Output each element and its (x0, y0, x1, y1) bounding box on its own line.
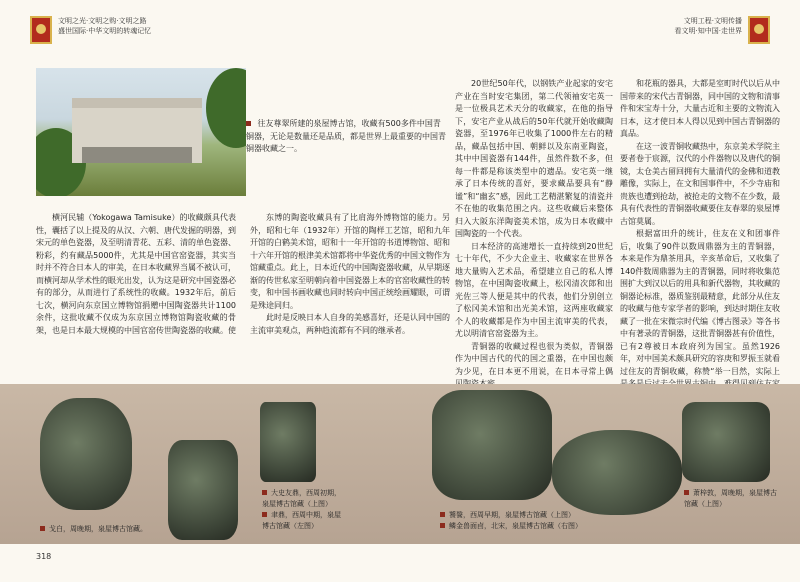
caption-marker-icon (440, 512, 445, 517)
text-column-4 (620, 78, 780, 403)
header-right (610, 16, 770, 44)
caption-marker-icon (40, 526, 45, 531)
paragraph: 日本经济的高速增长一直持续到20世纪七十年代，不少大企业主、收藏家在世界各地大量购入艺术品，希望建立自己的私人博物馆，在中国陶瓷收藏上，松冈清次郎和出光佐三等人便是其中的代表，他们分别创立了松冈美术馆和出光美术馆，这两座收藏家个人的收藏都是作为中国主流审美的代表，尤以明清官窑瓷器为主。 (455, 241, 613, 338)
header-left-line1: 文明之光·文明之购·文明之路 (58, 17, 147, 25)
header-left (30, 16, 190, 44)
caption-4: 饕餮，西周早期，泉屋博古馆藏（上图） (449, 511, 575, 519)
paragraph: 和花瓶的器具，大都是室町时代以后从中国带来的宋代古青铜器，同中国的文物和清事件和宋宝寿十分，大量古近和主要的文物流入日本，这才使日本人得以见到中国古青铜器的真品。 (620, 79, 780, 138)
photo-caption: 往友尊翠所建的泉屋博古馆，收藏有500多件中国青铜器，无论是数量还是品质，都是世界上最重要的中国青铜器收藏之一。 (246, 119, 446, 153)
bronze-vessel-image (432, 390, 552, 500)
emblem-icon (30, 16, 52, 44)
caption-5: 鳞金兽面卣，北宋，泉屋博古馆藏（右图） (449, 522, 582, 530)
header-right-line1: 文明工程·文明传播 (683, 17, 742, 25)
paragraph: 此时是反映日本人自身的美感喜好，还是认同中国的主流审美观点，两种趋流都有不同的继承者。 (250, 313, 450, 335)
caption-marker-icon (684, 490, 689, 495)
building (72, 98, 202, 163)
bronze-tripod-image (260, 402, 316, 482)
paragraph: 东博的陶瓷收藏具有了比肩海外博物馆的能力。另外，昭和七年（1932年）开馆的陶样工艺馆，昭和九年开馆的白鹤美术馆，昭和十一年开馆的书道博物馆、昭和十六年开馆的根津美术馆都将中华瓷优秀的中国文物作为馆藏重点。此上，日本近代的中国陶瓷器收藏，从早期逐渐的传世私家至明朝向着中国瓷器上本的官窑收藏性的转变，和中国书画收藏也同时转向中国正统绘画耀眼，可谓是殊途同归。 (250, 213, 450, 310)
caption-marker-icon (246, 121, 251, 126)
caption-6: 萧梓敦，周晚期，泉屋博古馆藏（上图） (684, 489, 777, 508)
header-left-line2: 盛世国际·中华文明的转魂记忆 (58, 27, 152, 35)
caption-2: 大史友鼎，西周初期，泉屋博古馆藏（上图） (262, 489, 341, 508)
header-right-line2: 看文明·知中国·走世界 (674, 27, 742, 35)
caption-marker-icon (440, 523, 445, 528)
caption-3: 聿鼎，西周中期，泉屋博古馆藏（左图） (262, 511, 341, 530)
bronze-bell-image (168, 440, 238, 540)
seal-icon (748, 16, 770, 44)
photo-caption-box (246, 118, 446, 198)
tree-icon (206, 68, 246, 148)
caption-marker-icon (262, 490, 267, 495)
bronze-animal-image (552, 430, 682, 515)
paragraph: 20世纪50年代，以钢铁产业起家的安宅产业在当时安宅集团，第二代领袖安宅英一是一位极具艺术天分的收藏家，在他的指导下，安宅产业从战后的50年代就开始收藏陶瓷器，至1976年已收集了1000件左右的精品，藏品包括中国、朝鲜以及东南亚陶瓷，其中中国瓷器有144件，虽然件数不多，但每一件都是称该类型中的遗品。安宅英一继承了日本传统的喜好，要求藏品要具有“静谧”和“幽玄”感，因此工艺精湛繁复的清瓷并不在他的收集范围之内。这些收藏后来整体归入大阪东洋陶瓷美术馆，成为日本收藏中国陶瓷的一个代表。 (455, 79, 613, 238)
caption-1: 戈白，周晚期，泉屋博古馆藏。 (49, 525, 147, 533)
bronze-pot-image (40, 398, 132, 510)
page-number: 318 (36, 552, 52, 561)
text-column-2 (250, 212, 450, 337)
museum-photo (36, 68, 246, 196)
paragraph: 根据富田升的统计，住友在义和团事件后，收集了90件以数周鼎器为主的青铜器，本来是作为鼎茶用具，辛亥革命后，又收集了140件数周鼎器为主的青铜器，同时将收集范围扩大到汉以后的用具和新代器物，其收藏的铜器论标准，器质鉴别最精意，此部分从住友的收藏与他专家学者的影响，到达时期住友收藏了一批在宋微宗时代编《博古图录》等各书中有著录的青铜器，这批青铜器甚有价值性，已有2尊被日本政府列为国宝。虽然1926年，对中国美术颇具研究的容庚和罗振玉就看过住友的青铜收藏，称赞“举一目然，实际上 (620, 229, 780, 376)
caption-marker-icon (262, 512, 267, 517)
paragraph: 横河民辅（Yokogawa Tamisuke）的收藏颇具代表性，囊括了以上提及的从汉、六朝、唐代发掘的明器，到宋元的单色瓷器，及至明清青花、五彩、清的单色瓷器、粉彩，约有藏品5000件，尤其是中国官窑瓷器，其实当时并不符合日本人的审美，在日本收藏界当属不被认可，而横河却从学术性的眼光出发，认为这是研究中国瓷器必有的部分，从而进行了系统性的收藏。1932年后，前后七次，横河向东京国立博物馆捐赠中国陶瓷器共计1100余件，这批收藏不仅成为东京国立博物馆陶瓷收藏的骨架，也是日本最大规模的中国官窑传世陶瓷器的收藏。使 (36, 213, 236, 335)
text-column-1 (36, 212, 236, 337)
paragraph: 在这一波青铜收藏热中，东京美术学院主要者卷于宸源，汉代的小件器物以及唐代的铜镜，太仓美古留回拥有大量清代的金佛和道教雕像，实际上，在文和国事件中，不少寺庙和贵族也遭到抢劫，被抢走的文物不在少数，最具有代表性的青铜器收藏要住友春翠的泉屋博古馆莫属。 (620, 141, 780, 226)
bronze-jar-image (682, 402, 770, 482)
text-column-3 (455, 78, 613, 391)
paragraph: 青铜器的收藏过程也很为类似，青铜器作为中国古代的代的国之重器，在中国也颇为少见，在日本更不用说，在日本寻常上偶 (455, 341, 613, 376)
